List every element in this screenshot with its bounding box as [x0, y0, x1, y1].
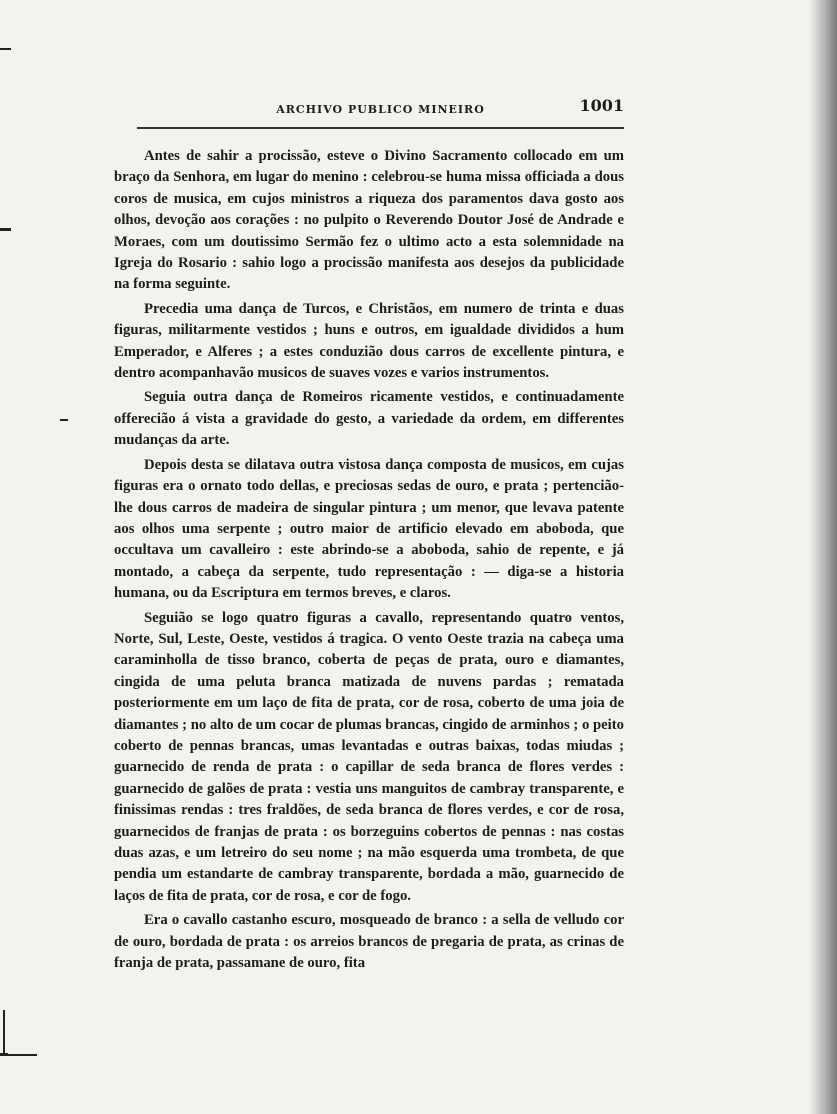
body-text	[114, 146, 624, 977]
page-number: 1001	[579, 96, 624, 115]
paragraph: Antes de sahir a procissão, esteve o Divino Sacramento collocado em um braço da Senhora, em lugar do menino : celebrou-se huma missa officiada a dous coros de musica, em cujos ministros a riqueza dos paramentos dava gosto aos olhos, devoção aos corações : no pulpito o Reverendo Doutor José de Andrade e Moraes, com um doutissimo Sermão fez o ultimo acto a esta solemnidade na Igreja do Rosario : sahio logo a procissão manifesta aos desejos da publicidade na forma seguinte.	[114, 148, 624, 293]
corner-bracket	[3, 1010, 37, 1056]
paragraph: Seguião se logo quatro figuras a cavallo, representando quatro ventos, Norte, Sul, Leste, Oeste, vestidos á tragica. O vento Oeste trazia na cabeça uma caraminholla de tisso branco, coberta de peças de prata, ouro e diamantes, cingida de uma peluta branca matizada de nuvens pardas ; rematada posteriormente em um laço de fita de prata, cor de rosa, coberto de uma joia de diamantes ; no alto de um cocar de plumas brancas, cingido de arminhos ; o peito coberto de pennas brancas, umas levantadas e outras baixas, todas miudas ; guarnecido de renda de prata : o capillar de seda branca de flores verdes : guarnecido de galões de prata : vestia uns manguitos de cambray transparente, e finissimas rendas : tres fraldões, de seda branca de flores verdes, e cor de rosa, guarnecidos de franjas de prata : os borzeguins cobertos de pennas : nas costas duas azas, e um letreiro do seu nome ; na mão esquerda uma trombeta, de que pendia um estandarte de cambray transparente, bordada a mão, guarnecido de laços de fita de prata, cor de rosa, e cor de fogo.	[114, 609, 624, 904]
margin-mark	[0, 228, 11, 231]
paragraph: Precedia uma dança de Turcos, e Christãos, em numero de trinta e duas figuras, militarmente vestidos ; huns e outros, em igualdade divididos a hum Emperador, e Alferes ; a estes conduzião dous carros de excellente pintura, e dentro acompanhavão musicos de suaves vozes e varios instrumentos.	[114, 300, 624, 382]
running-title: ARCHIVO PUBLICO MINEIRO	[276, 103, 485, 116]
page-header	[137, 96, 624, 122]
paragraph: Era o cavallo castanho escuro, mosqueado de branco : a sella de velludo cor de ouro, bordada de prata : os arreios brancos de pregaria de prata, as crinas de franja de prata, passamane de ouro, fita	[114, 912, 624, 972]
margin-mark	[0, 48, 11, 50]
margin-mark	[60, 419, 68, 421]
header-rule	[137, 127, 624, 129]
paragraph: Depois desta se dilatava outra vistosa dança composta de musicos, em cujas figuras era o ornato todo dellas, e preciosas sedas de ouro, e prata ; pertencião-lhe dous carros de madeira de singular pintura ; um menor, que levava patente aos olhos uma serpente ; outro maior de artificio elevado em aboboda, que occultava um cavalleiro : este abrindo-se a aboboda, sahio de repente, e já montado, a cabeça da serpente, tudo representação : — diga-se a historia humana, ou da Escriptura em termos breves, e claros.	[114, 456, 624, 602]
scan-edge-shadow	[809, 0, 837, 1114]
paragraph: Seguia outra dança de Romeiros ricamente vestidos, e continuadamente offerecião á vista a gravidade do gesto, a variedade da ordem, em differentes mudanças da arte.	[114, 389, 624, 449]
